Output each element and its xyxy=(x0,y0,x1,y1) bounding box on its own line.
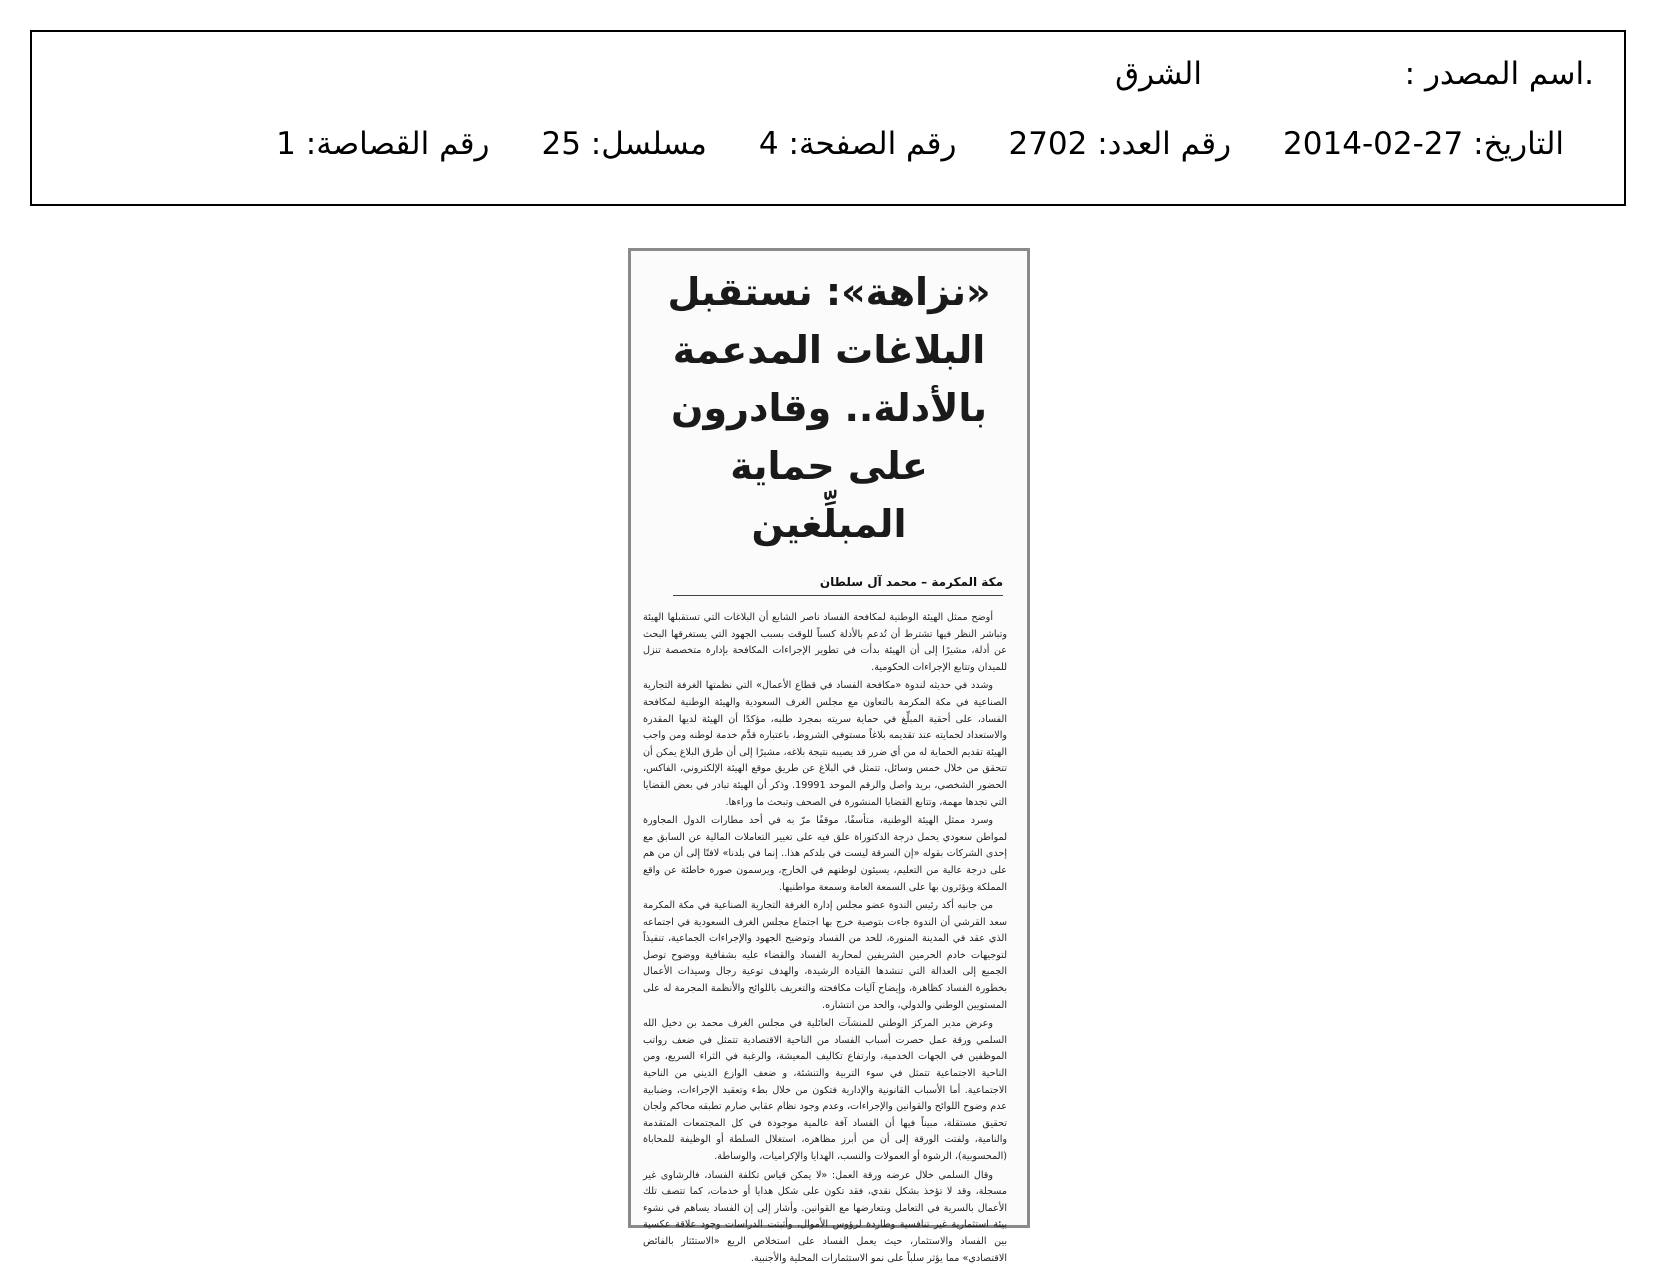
article-byline: مكة المكرمة – محمد آل سلطان xyxy=(673,575,1003,596)
serial-field: مسلسل: 25 xyxy=(541,126,707,162)
article-paragraph: وشدد في حديثه لندوة «مكافحة الفساد في قطاع الأعمال» التي نظمتها الغرفة التجارية الصناعية في مكة المكرمة بالتعاون مع مجلس الغرف السعودية والهيئة الوطنية لمكافحة الفساد، على أحقية المبلِّغ في حماية سريته بمجرد طلبه، مؤكدًا أن الهيئة لديها المقدرة والاستعداد لحمايته عند تقديمه بلاغاً مستوفي الشروط، باعتباره قدَّم خدمة لوطنه ومن واجب الهيئة تقديم الحماية له من أي ضرر قد يصيبه نتيجة بلاغه، مشيرًا إلى أن طرق البلاغ يمكن أن تتحقق من خلال خمس وسائل، تتمثل في البلاغ عن طريق موقع الهيئة الإلكتروني، الفاكس، الحضور الشخصي، بريد واصل والرقم الموحد 19991. وذكر أن الهيئة تبادر في بعض القضايا التي تجدها مهمة، وتتابع القضايا المنشورة في الصحف وتبحث ما وراءها. xyxy=(643,680,1007,808)
page-field: رقم الصفحة: 4 xyxy=(758,126,957,162)
source-label: .اسم المصدر : xyxy=(1404,56,1594,92)
article-paragraph: وعرض مدير المركز الوطني للمنشآت العائلية في مجلس الغرف محمد بن دخيل الله السلمي ورقة عمل حصرت أسباب الفساد من الناحية الاقتصادية تتمثل في ضعف رواتب الموظفين في الجهات الخدمية، وارتفاع تكاليف المعيشة، والرغبة في الثراء السريع، ومن الناحية الاجتماعية تتمثل في سوء التربية والتنشئة، و ضعف الوازع الديني من الناحية الاجتماعية. أما الأسباب القانونية والإدارية فتكون من خلال بطء وتعقيد الإجراءات، وضبابية عدم وضوح اللوائح والقوانين والإجراءات، وعدم وجود نظام عقابي صارم تطبقه محاكم ولجان تحقيق مستقلة، مبيناً فيها أن الفساد آفة عالمية موجودة في كل المجتمعات المتقدمة والنامية، ولفتت الورقة إلى أن من أبرز مظاهره، استغلال السلطة أو الوظيفة للمحاباة (المحسوبية)، الرشوة أو العمولات والنسب، الهدايا والإكراميات، والوساطة. xyxy=(643,1018,1007,1162)
source-info-box xyxy=(30,30,1626,206)
source-value: الشرق xyxy=(1115,56,1202,92)
article-paragraph: وقال السلمي خلال عرضه ورقة العمل: «لا يمكن قياس تكلفة الفساد، فالرشاوى غير مسجلة، وقد لا تؤخذ بشكل نقدي، فقد تكون على شكل هدايا أو خدمات، كما تتصف تلك الأعمال بالسرية في التعامل وبتعارضها مع القوانين. وأشار إلى إن الفساد يساهم في نشوء بيئة استثمارية غير تنافسية وطاردة لرؤوس الأموال، وأثبتت الدراسات وجود علاقة عكسية بين الفساد والاستثمار، حيث يعمل الفساد على استخلاص الريع «الاستئثار بالفائض الاقتصادي» مما يؤثر سلباً على نمو الاستثمارات المحلية والأجنبية. xyxy=(643,1169,1007,1264)
date-field: التاريخ: 27-02-2014 xyxy=(1283,126,1564,162)
newspaper-clipping xyxy=(628,248,1030,1264)
issue-field: رقم العدد: 2702 xyxy=(1008,126,1232,162)
article-paragraph: وسرد ممثل الهيئة الوطنية، متأسفًا، موقفًا مرّ به في أحد مطارات الدول المجاورة لمواطن سعودي يحمل درجة الدكتوراة علق فيه على تغيير التعاملات المالية عن السابق مع إحدى الشركات بقوله «إن السرقة ليست في بلدكم هذا.. إنما في بلدنا» لافتًا إلى أن من هم على درجة عالية من التعليم، يسيئون لوطنهم في الخارج، ويرسمون صورة خاطئة عن واقع المملكة ويؤثرون بها على السمعة العامة وسمعة مواطنيها. xyxy=(643,815,1007,893)
article-paragraph: من جانبه أكد رئيس الندوة عضو مجلس إدارة الغرفة التجارية الصناعية في مكة المكرمة سعد القرشي أن الندوة جاءت بتوصية خرج بها اجتماع مجلس الغرف السعودية في اجتماعه الذي عقد في المدينة المنورة، للحد من الفساد وتوضيح الجهود والإجراءات الجماعية، تنفيذاً لتوجيهات خادم الحرمين الشريفين لمحاربة الفساد والقضاء عليه بشفافية ووضوح توصل الجميع إلى العدالة التي تنشدها القيادة الرشيدة، والهدف توعية رجال وسيدات الأعمال بخطورة الفساد كظاهرة، وإيضاح آليات مكافحته والتعريف باللوائح والأنظمة المجرمة له على المستويين الوطني والدولي، والحد من انتشاره. xyxy=(643,900,1007,1011)
clip-field: رقم القصاصة: 1 xyxy=(276,126,490,162)
article-headline: «نزاهة»: نستقبل البلاغات المدعمة بالأدلة.. وقادرون على حماية المبلِّغين xyxy=(667,270,991,546)
meta-line xyxy=(276,126,1564,162)
article-paragraph: أوضح ممثل الهيئة الوطنية لمكافحة الفساد ناصر الشايع أن البلاغات التي تستقبلها الهيئة وتباشر النظر فيها تشترط أن تُدعم بالأدلة كسباً للوقت بسبب الجهود التي يستغرقها البحث عن أدلة، مشيرًا إلى أن الهيئة بدأت في تطوير الإجراءات المكافحة بإدارة متخصصة تنزل للميدان وتتابع الإجراءات الحكومية. xyxy=(643,612,1007,673)
article-body xyxy=(643,610,1007,1267)
